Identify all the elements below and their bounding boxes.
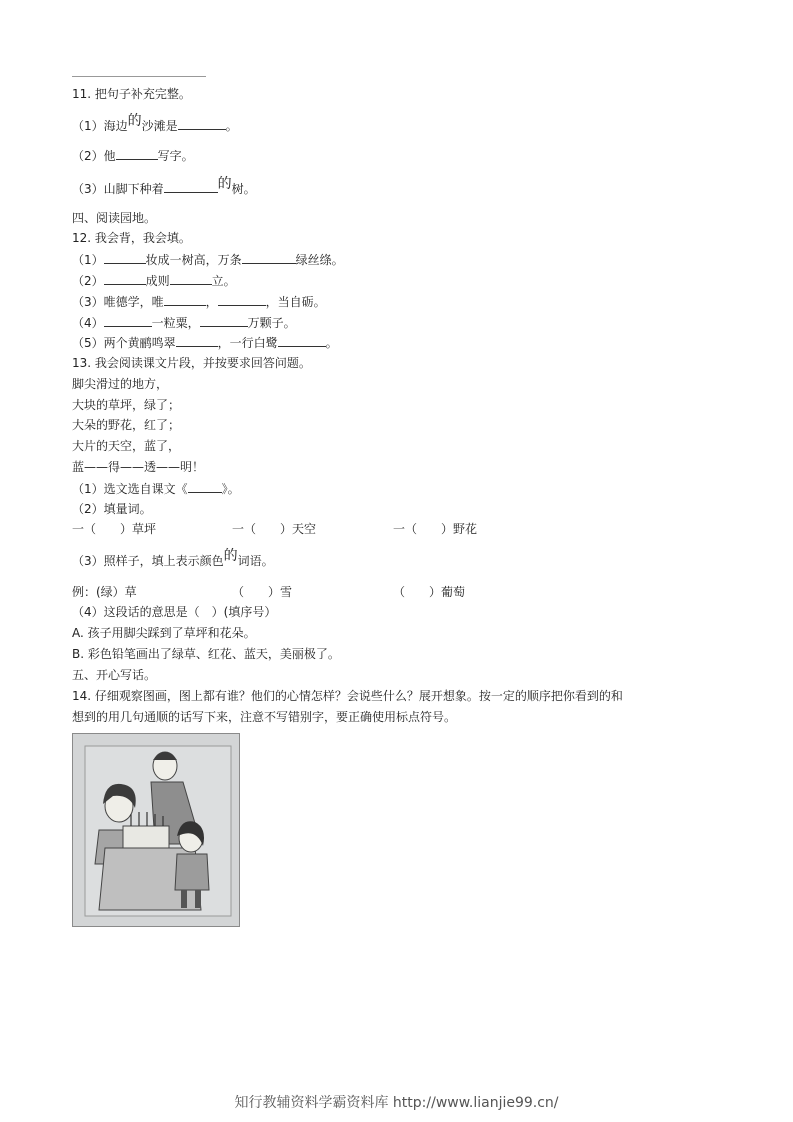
- q11-sentence-3: [72, 176, 256, 197]
- q13-title: 13. 我会阅读课文片段，并按要求回答问题。: [72, 356, 311, 370]
- footer-watermark: 知行教辅资料学霸资料库 http://www.lianjie99.cn/: [234, 1095, 559, 1111]
- q11-title: 11. 把句子补充完整。: [72, 87, 191, 101]
- q12-l4-c: 万颗子。: [247, 316, 296, 330]
- q12-l3-a: （3）唯德学，唯: [72, 295, 164, 309]
- q13-p3-a: （3）照样子，填上表示颜色: [72, 554, 224, 568]
- q13-color-example: 例：(绿）草: [72, 585, 137, 599]
- q12-l1-b: 妆成一树高，万条: [145, 253, 242, 267]
- q13-p3-b: 词语。: [237, 554, 274, 568]
- q13-p1-b: 》。: [221, 482, 240, 496]
- q13-measure-2: 一（ ）天空: [232, 522, 317, 536]
- q12-title: 12. 我会背，我会填。: [72, 231, 191, 245]
- birthday-illustration: [72, 733, 240, 927]
- q14-prompt-line-1: 14. 仔细观察图画，图上都有谁？他们的心情怎样？会说些什么？展开想象。按一定的顺序把你看到的和: [72, 689, 623, 703]
- q11-s2-text2: 写字。: [157, 149, 194, 163]
- q12-l5-b: ，一行白鹭: [217, 336, 278, 350]
- q11-s1-end: 。: [225, 119, 238, 133]
- q13-color-2: （ ）葡萄: [393, 585, 466, 599]
- q13-poem-line-4: 大片的天空，蓝了，: [72, 439, 181, 453]
- q13-part-2: （2）填量词。: [72, 502, 152, 516]
- q12-l5-blank2[interactable]: [278, 334, 326, 347]
- q11-s3-blank[interactable]: [164, 180, 218, 193]
- q12-l4-blank1[interactable]: [104, 314, 152, 327]
- q13-p3-de: 的: [223, 548, 238, 564]
- q11-s3-text: （3）山脚下种着: [72, 182, 164, 196]
- q12-l2-c: 立。: [211, 274, 236, 288]
- q12-l4-b: 一粒粟，: [151, 316, 200, 330]
- q11-s3-de: 的: [217, 176, 232, 192]
- birthday-scene-image: [73, 734, 239, 926]
- q12-line-5: [72, 334, 338, 351]
- q13-poem-line-2: 大块的草坪，绿了；: [72, 398, 181, 412]
- q13-part-3: [72, 548, 274, 569]
- q12-l3-blank1[interactable]: [164, 293, 206, 306]
- q12-l4-a: （4）: [72, 316, 104, 330]
- q11-sentence-1: [72, 113, 238, 134]
- q13-option-a: A. 孩子用脚尖踩到了草坪和花朵。: [72, 626, 256, 640]
- q12-line-3: [72, 293, 326, 310]
- section-4-heading: 四、阅读园地。: [72, 211, 157, 225]
- q12-l4-blank2[interactable]: [200, 314, 248, 327]
- q11-s1-de: 的: [127, 113, 142, 129]
- q11-s2-blank[interactable]: [116, 147, 158, 160]
- q13-measure-1: 一（ ）草坪: [72, 522, 157, 536]
- q13-p1-blank[interactable]: [188, 480, 222, 493]
- q13-poem-line-5: 蓝——得——透——明！: [72, 460, 205, 474]
- q12-l5-c: 。: [325, 336, 338, 350]
- q13-part-4: （4）这段话的意思是（ ）(填序号）: [72, 605, 277, 619]
- q12-line-1: [72, 251, 344, 268]
- q13-poem-line-3: 大朵的野花，红了；: [72, 418, 181, 432]
- q14-prompt-line-2: 想到的用几句通顺的话写下来，注意不写错别字，要正确使用标点符号。: [72, 710, 457, 724]
- q12-l2-b: 成则: [145, 274, 170, 288]
- q13-part-1: [72, 480, 240, 497]
- q11-s2-text: （2）他: [72, 149, 116, 163]
- q12-l3-blank2[interactable]: [218, 293, 266, 306]
- q11-s1-blank[interactable]: [178, 117, 226, 130]
- top-divider: [72, 76, 206, 77]
- q12-line-4: [72, 314, 296, 331]
- q13-p1-a: （1）选文选自课文《: [72, 482, 188, 496]
- q11-s1-text2: 沙滩是: [141, 119, 178, 133]
- section-5-heading: 五、开心写话。: [72, 668, 157, 682]
- q12-l1-blank2[interactable]: [242, 251, 296, 264]
- q13-measure-3: 一（ ）野花: [393, 522, 478, 536]
- q11-sentence-2: [72, 147, 194, 164]
- q12-line-2: [72, 272, 236, 289]
- q13-color-1: （ ）雪: [232, 585, 293, 599]
- q11-s3-text2: 树。: [231, 182, 256, 196]
- q12-l3-b: ，: [205, 295, 218, 309]
- q12-l2-blank2[interactable]: [170, 272, 212, 285]
- q12-l1-blank1[interactable]: [104, 251, 146, 264]
- q12-l1-c: 绿丝绦。: [295, 253, 344, 267]
- q12-l3-c: ，当自砺。: [265, 295, 326, 309]
- q12-l1-a: （1）: [72, 253, 104, 267]
- q12-l2-a: （2）: [72, 274, 104, 288]
- q12-l5-a: （5）两个黄鹂鸣翠: [72, 336, 176, 350]
- q11-s1-text: （1）海边: [72, 119, 128, 133]
- q12-l2-blank1[interactable]: [104, 272, 146, 285]
- q13-poem-line-1: 脚尖滑过的地方，: [72, 377, 169, 391]
- q13-option-b: B. 彩色铅笔画出了绿草、红花、蓝天，美丽极了。: [72, 647, 340, 661]
- q12-l5-blank1[interactable]: [176, 334, 218, 347]
